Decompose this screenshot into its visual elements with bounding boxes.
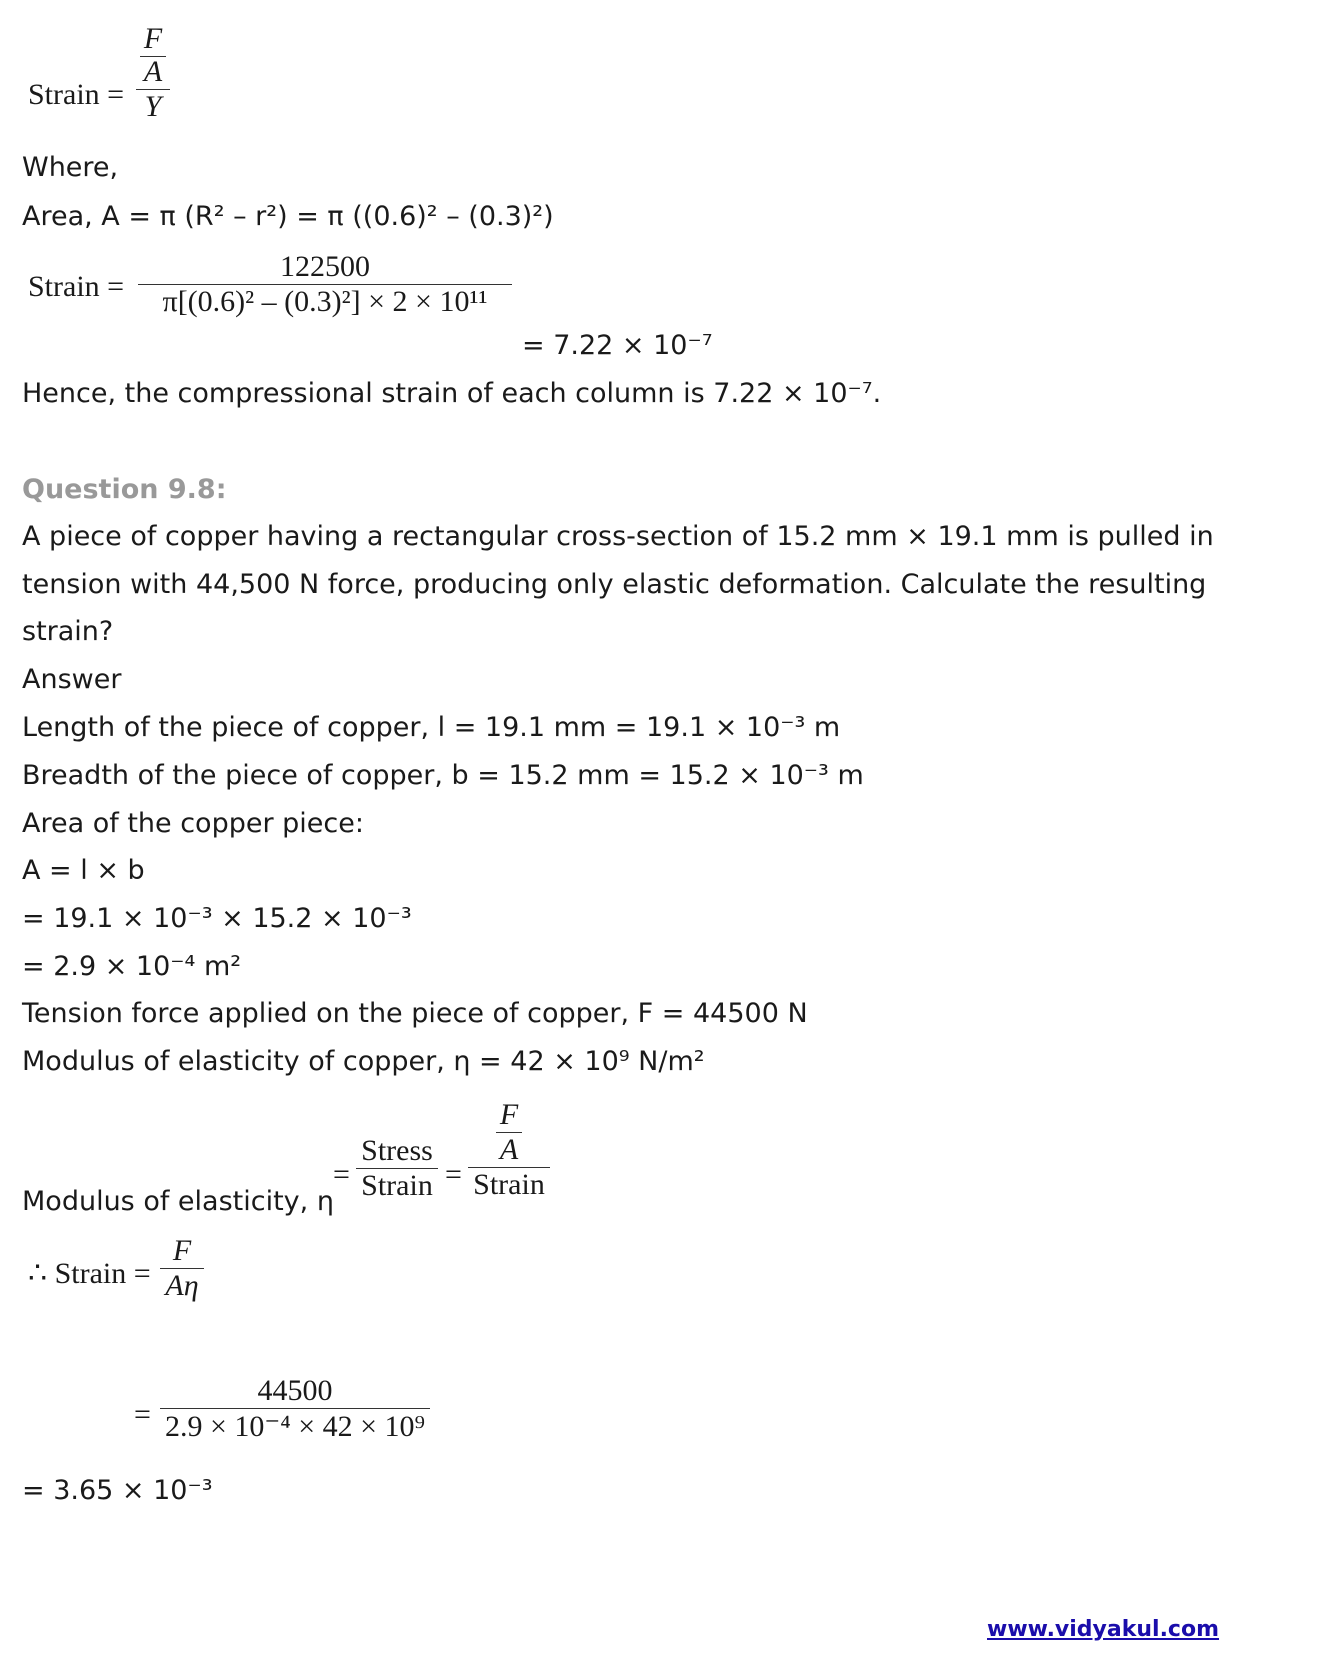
strain-text: Strain bbox=[361, 1169, 433, 1202]
answer-line: Modulus of elasticity of copper, η = 42 × 10⁹ N/m² bbox=[22, 1046, 705, 1077]
answer-label: Answer bbox=[22, 664, 122, 695]
strain-eq2-fraction bbox=[138, 250, 512, 319]
modulus-label: Modulus of elasticity, η bbox=[22, 1186, 334, 1217]
equals-sign: = bbox=[134, 1398, 151, 1431]
numerator: 122500 bbox=[280, 250, 370, 283]
answer-line: Area of the copper piece: bbox=[22, 808, 364, 839]
strain-fraction bbox=[136, 22, 170, 124]
area-symbol: A bbox=[143, 55, 163, 88]
strain-f-over-a-eta bbox=[160, 1234, 204, 1303]
strain-eq2-lhs: Strain = bbox=[28, 270, 125, 303]
area-formula: Area, A = π (R² – r²) = π ((0.6)² – (0.3)²) bbox=[22, 201, 554, 232]
force-symbol: F bbox=[172, 1234, 192, 1267]
force-symbol: F bbox=[143, 22, 163, 55]
force-symbol: F bbox=[499, 1098, 519, 1131]
question-line-2: tension with 44,500 N force, producing only elastic deformation. Calculate the resulting bbox=[22, 569, 1207, 600]
answer-line: Breadth of the piece of copper, b = 15.2 mm = 15.2 × 10⁻³ m bbox=[22, 760, 864, 791]
equals-sign: = bbox=[445, 1158, 462, 1191]
answer-line: = 2.9 × 10⁻⁴ m² bbox=[22, 951, 242, 982]
where-label: Where, bbox=[22, 152, 119, 183]
numeric-fraction bbox=[160, 1374, 430, 1444]
force-area-strain-fraction bbox=[468, 1098, 550, 1202]
question-line-3: strain? bbox=[22, 616, 114, 647]
denominator: 2.9 × 10⁻⁴ × 42 × 10⁹ bbox=[164, 1410, 425, 1443]
therefore-strain-lhs: ∴ Strain = bbox=[28, 1257, 151, 1290]
conclusion-text: Hence, the compressional strain of each column is 7.22 × 10⁻⁷. bbox=[22, 378, 882, 409]
question-line-1: A piece of copper having a rectangular cross-section of 15.2 mm × 19.1 mm is pulled in bbox=[22, 521, 1214, 552]
youngs-modulus-symbol: Y bbox=[144, 90, 162, 123]
answer-line: = 19.1 × 10⁻³ × 15.2 × 10⁻³ bbox=[22, 903, 412, 934]
equals-sign: = bbox=[333, 1158, 350, 1191]
stress-strain-fraction bbox=[356, 1134, 438, 1203]
answer-line: A = l × b bbox=[22, 855, 145, 886]
denominator: π[(0.6)² – (0.3)²] × 2 × 10¹¹ bbox=[162, 285, 488, 318]
answer-line: Length of the piece of copper, l = 19.1 mm = 19.1 × 10⁻³ m bbox=[22, 712, 841, 743]
strain-text: Strain bbox=[473, 1168, 545, 1201]
final-result: = 3.65 × 10⁻³ bbox=[22, 1475, 213, 1506]
stress-text: Stress bbox=[361, 1134, 433, 1167]
answer-line: Tension force applied on the piece of copper, F = 44500 N bbox=[22, 998, 808, 1029]
strain-eq-lhs: Strain = bbox=[28, 78, 125, 111]
a-eta-symbol: Aη bbox=[165, 1269, 199, 1302]
question-title: Question 9.8: bbox=[22, 474, 227, 505]
vidyakul-link[interactable]: www.vidyakul.com bbox=[987, 1617, 1220, 1642]
area-symbol: A bbox=[499, 1133, 519, 1166]
strain-result: = 7.22 × 10⁻⁷ bbox=[522, 330, 713, 361]
numerator: 44500 bbox=[257, 1374, 333, 1407]
